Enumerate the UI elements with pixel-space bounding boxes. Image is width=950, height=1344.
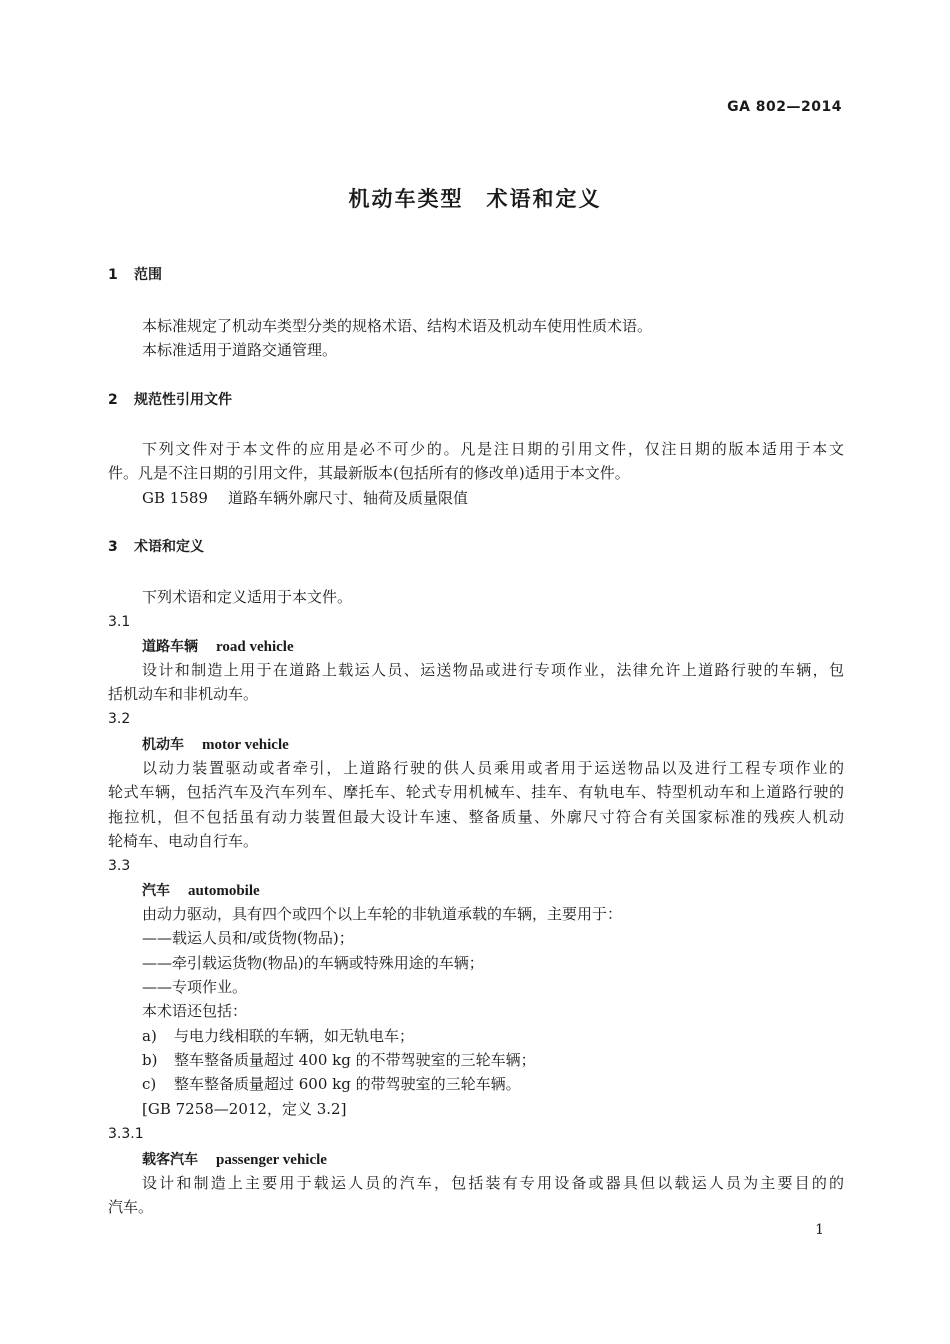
term-chinese: 机动车 (142, 737, 184, 753)
reference-title: 道路车辆外廓尺寸、轴荷及质量限值 (227, 489, 468, 507)
clause-number: 3.1 (108, 614, 131, 630)
clause-number: 3.2 (108, 711, 131, 727)
source-reference: [GB 7258—2012，定义 3.2] (142, 1100, 347, 1118)
list-item-label: b) (142, 1051, 158, 1069)
term-english: motor vehicle (202, 737, 289, 753)
section-heading-terms-definitions (108, 535, 844, 559)
dash-list-item: ——牵引载运货物(物品)的车辆或特殊用途的车辆； (142, 954, 484, 972)
section-heading-normative-references (108, 388, 844, 412)
term-chinese: 汽车 (142, 883, 170, 899)
dash-list-item: ——专项作业。 (142, 978, 248, 996)
paragraph: 下列术语和定义适用于本文件。 (142, 588, 353, 606)
document-title: 机动车类型 术语和定义 (348, 187, 602, 211)
section-title: 范围 (134, 267, 162, 283)
term-entry (142, 878, 844, 903)
list-item-label: a) (142, 1027, 157, 1045)
term-english: road vehicle (216, 639, 294, 655)
term-entry (142, 1147, 844, 1172)
term-chinese: 道路车辆 (142, 639, 198, 655)
standard-code: GA 802—2014 (727, 99, 842, 115)
paragraph: 下列文件对于本文件的应用是必不可少的。凡是注日期的引用文件，仅注日期的版本适用于本文 (142, 440, 844, 458)
clause-number: 3.3.1 (108, 1126, 144, 1142)
paragraph: 本标准适用于道路交通管理。 (142, 341, 338, 359)
section-heading-scope (108, 263, 844, 287)
section-number: 1 (108, 267, 118, 283)
list-item-text: 与电力线相联的车辆，如无轨电车； (174, 1027, 415, 1045)
reference-entry (142, 486, 844, 510)
list-item-text: 整车整备质量超过 400 kg 的不带驾驶室的三轮车辆； (174, 1051, 536, 1069)
term-chinese: 载客汽车 (142, 1152, 198, 1168)
definition-text: 设计和制造上主要用于载运人员的汽车，包括装有专用设备或器具但以载运人员为主要目的的 (142, 1174, 844, 1192)
term-entry (142, 634, 844, 659)
clause-number: 3.3 (108, 858, 131, 874)
list-item (142, 1072, 844, 1096)
list-item-text: 整车整备质量超过 600 kg 的带驾驶室的三轮车辆。 (174, 1075, 521, 1093)
list-item-label: c) (142, 1075, 157, 1093)
definition-text: 轮式车辆，包括汽车及汽车列车、摩托车、轮式专用机械车、挂车、有轨电车、特型机动车和上道路行驶的 (108, 783, 844, 801)
term-entry (142, 732, 844, 757)
definition-text: 拖拉机，但不包括虽有动力装置但最大设计车速、整备质量、外廓尺寸符合有关国家标准的残疾人机动 (108, 808, 844, 826)
definition-text: 设计和制造上用于在道路上载运人员、运送物品或进行专项作业，法律允许上道路行驶的车辆，包 (142, 661, 844, 679)
paragraph: 件。凡是不注日期的引用文件，其最新版本(包括所有的修改单)适用于本文件。 (108, 464, 630, 482)
list-item (142, 1048, 844, 1072)
term-english: automobile (188, 883, 260, 899)
reference-code: GB 1589 (142, 489, 208, 507)
section-title: 规范性引用文件 (134, 392, 232, 408)
section-number: 3 (108, 539, 118, 555)
definition-text: 汽车。 (108, 1198, 154, 1216)
section-number: 2 (108, 392, 118, 408)
definition-text: 括机动车和非机动车。 (108, 685, 259, 703)
definition-text: 本术语还包括： (142, 1002, 248, 1020)
page-number: 1 (815, 1222, 824, 1238)
definition-text: 轮椅车、电动自行车。 (108, 832, 259, 850)
paragraph: 本标准规定了机动车类型分类的规格术语、结构术语及机动车使用性质术语。 (142, 317, 653, 335)
definition-text: 以动力装置驱动或者牵引，上道路行驶的供人员乘用或者用于运送物品以及进行工程专项作业的 (142, 759, 844, 777)
dash-list-item: ——载运人员和/或货物(物品)； (142, 929, 354, 947)
term-english: passenger vehicle (216, 1152, 327, 1168)
list-item (142, 1024, 844, 1048)
section-title: 术语和定义 (134, 539, 204, 555)
definition-text: 由动力驱动，具有四个或四个以上车轮的非轨道承载的车辆，主要用于： (142, 905, 623, 923)
